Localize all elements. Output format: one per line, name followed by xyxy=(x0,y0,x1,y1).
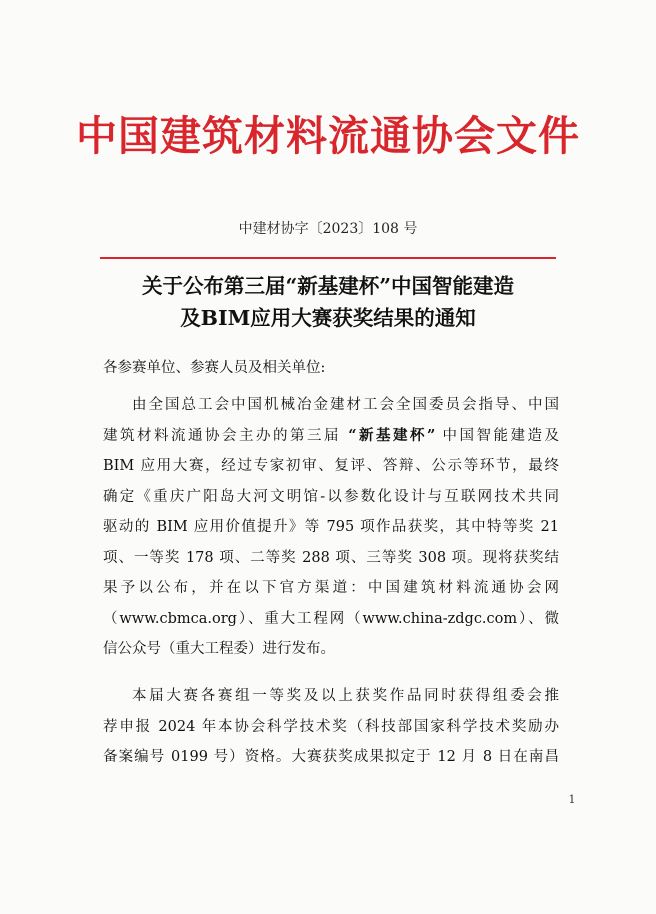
paragraph-line xyxy=(103,451,559,482)
text-run: 由全国总工会中国机械冶金建材工会全国委员会指导、中国 xyxy=(132,397,559,413)
paragraph-line xyxy=(103,573,559,604)
text-run: 荐申报 2024 年本协会科学技术奖（科技部国家科学技术奖励办 xyxy=(103,718,559,735)
paragraph-line xyxy=(103,543,559,574)
page-number: 1 xyxy=(568,793,576,806)
text-run: BIM 应用大赛，经过专家初审、复评、答辩、公示等环节，最终 xyxy=(103,458,559,474)
paragraph-line xyxy=(103,634,559,665)
paragraph-line xyxy=(103,390,559,421)
competition-name: “新基建杯” xyxy=(348,426,436,444)
header-title: 中国建筑材料流通协会文件 xyxy=(76,112,580,160)
text-run: 驱动的 BIM 应用价值提升》等 795 项作品获奖，其中特等奖 21 xyxy=(103,519,559,535)
notice-title xyxy=(80,270,576,334)
paragraph-line xyxy=(103,712,559,743)
header-divider xyxy=(100,257,556,259)
notice-title-line: 及BIM应用大赛获奖结果的通知 xyxy=(180,306,476,330)
text-run: （www.cbmca.org）、重大工程网（www.china-zdgc.com）、微 xyxy=(103,610,559,627)
text-run: 项、一等奖 178 项、二等奖 288 项、三等奖 308 项。现将获奖结 xyxy=(103,549,559,566)
notice-title-line: 关于公布第三届“新基建杯”中国智能建造 xyxy=(141,274,515,298)
paragraph-line xyxy=(103,604,559,635)
paragraph-line xyxy=(103,421,559,452)
paragraph-line xyxy=(103,482,559,513)
paragraph-line xyxy=(103,681,559,712)
text-run: 建筑材料流通协会主办的第三届 xyxy=(103,427,342,444)
paragraph-line xyxy=(103,512,559,543)
text-run: 中国智能建造及 xyxy=(442,427,560,444)
text-run: 信公众号（重大工程委）进行发布。 xyxy=(103,641,335,657)
text-run: 本届大赛各赛组一等奖及以上获奖作品同时获得组委会推 xyxy=(132,688,559,704)
text-run: 确定《重庆广阳岛大河文明馆-以参数化设计与互联网技术共同 xyxy=(103,488,559,505)
text-run: 备案编号 0199 号）资格。大赛获奖成果拟定于 12 月 8 日在南昌 xyxy=(103,749,559,765)
salutation: 各参赛单位、参赛人员及相关单位: xyxy=(103,360,326,376)
body-paragraph xyxy=(103,390,559,665)
text-run: 果予以公布，并在以下官方渠道：中国建筑材料流通协会网 xyxy=(103,580,559,596)
paragraph-line xyxy=(103,742,559,773)
body-paragraph xyxy=(103,681,559,773)
document-number: 中建材协字〔2023〕108 号 xyxy=(238,221,418,237)
